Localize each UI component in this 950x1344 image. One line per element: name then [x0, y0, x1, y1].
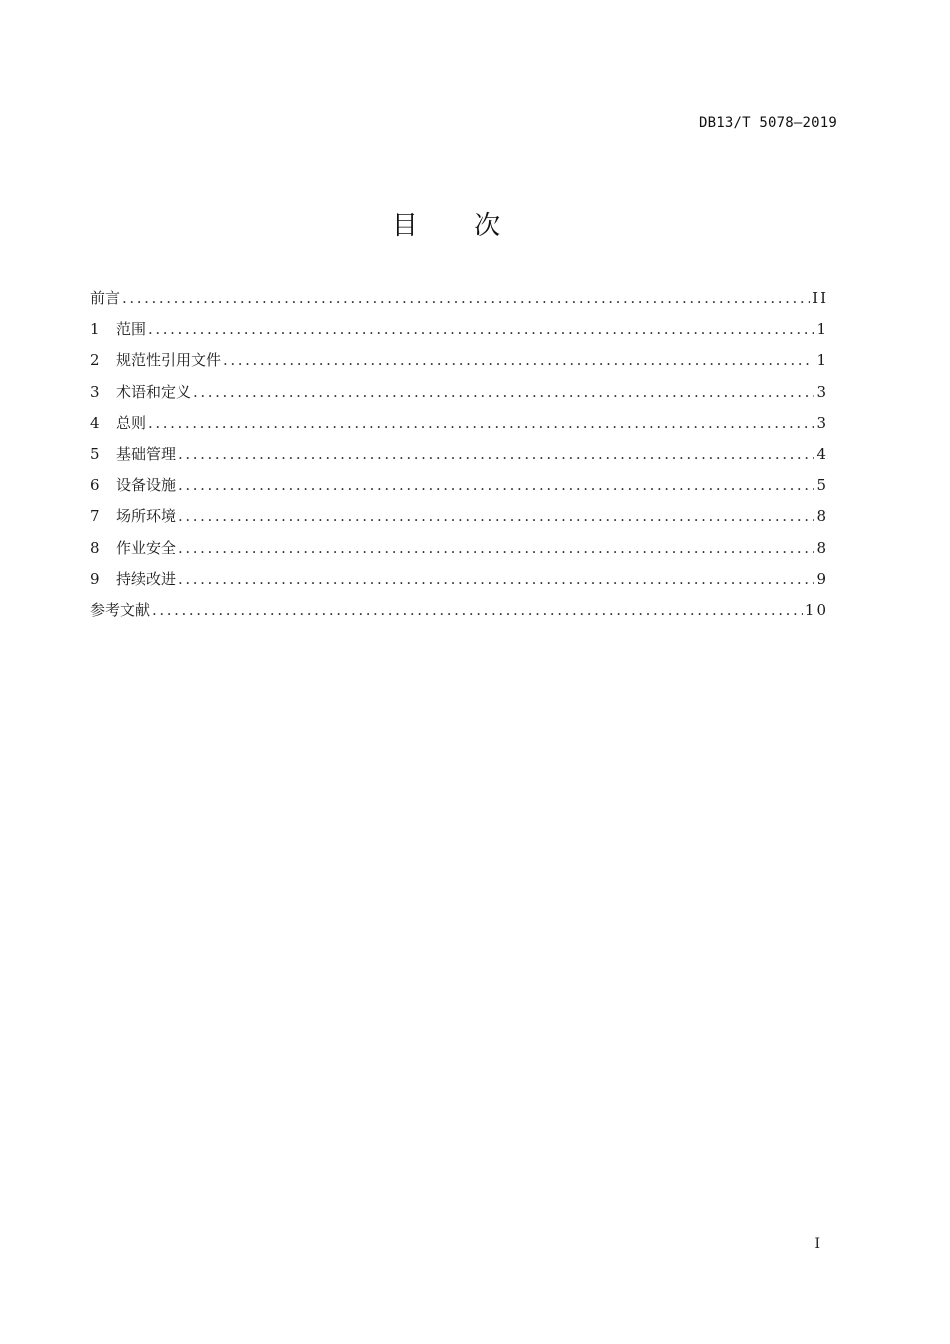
toc-entry-page: 4	[816, 444, 828, 463]
page-number: I	[814, 1236, 820, 1252]
table-of-contents	[90, 287, 828, 630]
toc-entry-number: 8	[90, 538, 100, 557]
toc-entry-number: 7	[90, 507, 100, 526]
toc-entry-label: 基础管理	[116, 444, 177, 463]
toc-entry-operation-safety[interactable]	[90, 537, 828, 568]
toc-entry-basic-management[interactable]	[90, 443, 828, 474]
toc-entry-page: 9	[816, 569, 828, 588]
toc-entry-continuous-improvement[interactable]	[90, 568, 828, 599]
toc-entry-label: 范围	[116, 320, 147, 339]
toc-entry-page: 10	[804, 600, 828, 619]
toc-leader-dots	[223, 349, 814, 371]
toc-leader-dots	[152, 599, 803, 621]
toc-leader-dots	[148, 318, 814, 340]
toc-entry-label: 持续改进	[116, 569, 177, 588]
toc-entry-label: 前言	[90, 289, 121, 307]
toc-title: 目 次	[391, 211, 525, 241]
toc-entry-label: 作业安全	[116, 538, 177, 557]
toc-entry-page: 1	[816, 351, 828, 370]
toc-entry-bibliography[interactable]	[90, 599, 828, 630]
toc-entry-label: 术语和定义	[116, 382, 192, 401]
toc-entry-label: 参考文献	[90, 600, 151, 619]
toc-leader-dots	[178, 568, 814, 590]
toc-leader-dots	[178, 505, 814, 527]
toc-entry-normative-references[interactable]	[90, 349, 828, 380]
toc-entry-number: 3	[90, 382, 100, 401]
toc-entry-foreword[interactable]	[90, 287, 828, 318]
toc-entry-page: 1	[816, 320, 828, 339]
toc-entry-terms-definitions[interactable]	[90, 381, 828, 412]
toc-entry-page: 8	[816, 507, 828, 526]
toc-entry-number: 5	[90, 444, 100, 463]
toc-entry-number: 4	[90, 413, 100, 432]
toc-entry-label: 总则	[116, 413, 147, 432]
toc-leader-dots	[178, 537, 814, 559]
toc-entry-label: 场所环境	[116, 507, 177, 526]
toc-entry-scope[interactable]	[90, 318, 828, 349]
toc-leader-dots	[193, 381, 814, 403]
toc-entry-equipment-facilities[interactable]	[90, 474, 828, 505]
standard-code: DB13/T 5078—2019	[698, 115, 837, 131]
toc-leader-dots	[178, 474, 814, 496]
toc-entry-number: 1	[90, 320, 100, 339]
toc-entry-page: II	[812, 289, 828, 307]
toc-entry-number: 9	[90, 569, 100, 588]
toc-entry-page: 8	[816, 538, 828, 557]
toc-entry-page: 3	[816, 413, 828, 432]
toc-entry-label: 设备设施	[116, 476, 177, 495]
toc-entry-number: 2	[90, 351, 100, 370]
toc-entry-page: 3	[816, 382, 828, 401]
toc-leader-dots	[148, 412, 814, 434]
toc-entry-general[interactable]	[90, 412, 828, 443]
toc-entry-number: 6	[90, 476, 100, 495]
toc-leader-dots	[178, 443, 814, 465]
toc-entry-site-environment[interactable]	[90, 505, 828, 536]
toc-leader-dots	[122, 287, 810, 309]
toc-entry-page: 5	[816, 476, 828, 495]
toc-entry-label: 规范性引用文件	[116, 351, 222, 370]
